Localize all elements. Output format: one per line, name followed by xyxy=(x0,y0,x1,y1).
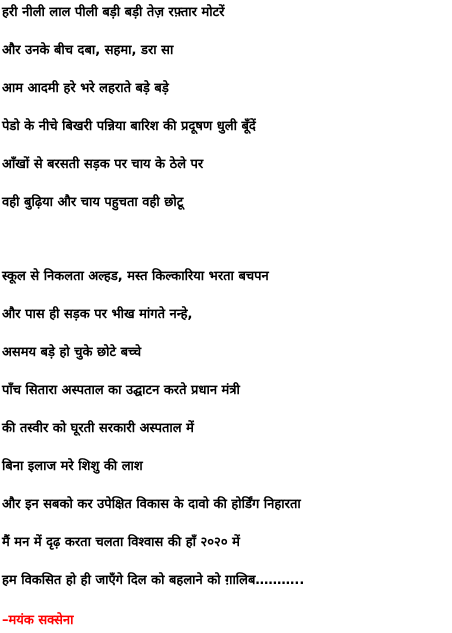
poem-line: आम आदमी हरे भरे लहराते बड़े बड़े xyxy=(2,81,169,96)
poem-line: वही बुढ़िया और चाय पहुचता वही छोटू xyxy=(2,195,184,210)
poem-line: और पास ही सड़क पर भीख मांगते नन्हे, xyxy=(2,307,193,322)
poem-line: आँखों से बरसती सड़क पर चाय के ठेले पर xyxy=(2,157,204,172)
poem-line: और उनके बीच दबा, सहमा, डरा सा xyxy=(2,43,174,58)
poem-line: और इन सबको कर उपेक्षित विकास के दावो की होर्डिंग निहारता xyxy=(2,497,301,512)
poem-line: पेडो के नीचे बिखरी पन्निया बारिश की प्रदूषण धुली बूँदें xyxy=(2,119,256,134)
poem-line: पाँच सितारा अस्पताल का उद्घाटन करते प्रधान मंत्री xyxy=(2,383,240,398)
poem-line: हम विकसित हो ही जाएँगे दिल को बहलाने को ग़ालिब……….. xyxy=(2,573,305,588)
poem-line: स्कूल से निकलता अल्हड, मस्त किल्कारिया भरता बचपन xyxy=(2,269,269,284)
author-signature: –मयंक सक्सेना xyxy=(2,613,74,628)
poem-line: की तस्वीर को घूरती सरकारी अस्पताल में xyxy=(2,421,194,436)
poem-line: मैं मन में दृढ़ करता चलता विश्वास की हाँ २०२० में xyxy=(2,535,240,550)
poem-line: बिना इलाज मरे शिशु की लाश xyxy=(2,459,143,474)
poem-line: हरी नीली लाल पीली बड़ी बड़ी तेज़ रफ़्तार मोटरें xyxy=(2,5,225,20)
poem-line: असमय बड़े हो चुके छोटे बच्चे xyxy=(2,345,142,360)
